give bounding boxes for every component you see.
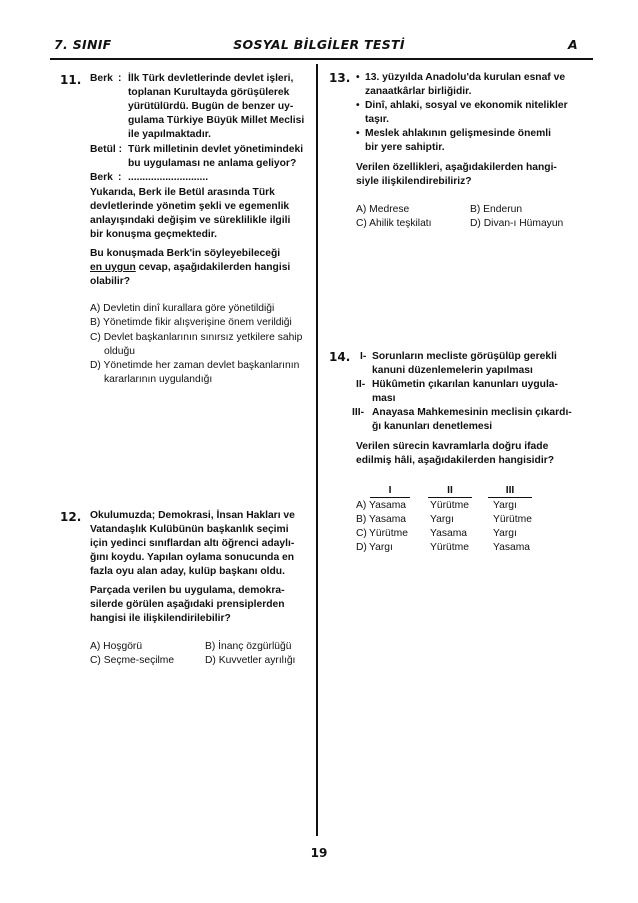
question-stem: Bu konuşmada Berk'in söyleyebileceği <box>90 248 281 259</box>
option-b[interactable]: B) Enderun <box>470 204 523 215</box>
column-divider <box>316 64 318 836</box>
paragraph-line: için yedinci sınıflardan altı öğrenci adaylı- <box>90 538 295 549</box>
paragraph-line: bir konuşma geçmektedir. <box>90 229 218 240</box>
blank-answer: ............................ <box>128 172 209 183</box>
option-d[interactable]: D) Kuvvetler ayrılığı <box>205 655 296 666</box>
dialogue-line: bu uygulaması ne anlama geliyor? <box>128 158 297 169</box>
paragraph-line: Vatandaşlık Kulübünün başkanlık seçimi <box>90 524 289 535</box>
question-stem: Parçada verilen bu uygulama, demokra- <box>90 585 285 596</box>
option-c-cont[interactable]: olduğu <box>104 346 135 357</box>
dialogue-line: toplanan Kurultayda görüşülerek <box>128 87 290 98</box>
option-d[interactable]: D) Yönetimde her zaman devlet başkanlarının <box>90 360 300 371</box>
speaker-berk: Berk <box>90 172 113 183</box>
option-cell: Yürütme <box>430 500 469 511</box>
option-cell: Yargı <box>493 500 517 511</box>
item-text: ması <box>372 393 396 404</box>
header-rule <box>50 58 593 60</box>
question-stem: hangisi ile ilişkilendirilebilir? <box>90 613 231 624</box>
option-cell: Yürütme <box>369 528 408 539</box>
dialogue-line: ile yapılmaktadır. <box>128 129 211 140</box>
column-header-i: I <box>370 484 410 498</box>
item-label: III- <box>352 407 365 418</box>
speaker-betul: Betül : <box>90 144 123 155</box>
bullet-icon: • <box>356 72 360 83</box>
option-label: D) <box>356 542 367 553</box>
option-cell: Yargı <box>430 514 454 525</box>
question-stem: silerde görülen aşağıdaki prensiplerden <box>90 599 285 610</box>
dialogue-line: yürütülürdü. Bugün de benzer uy- <box>128 101 294 112</box>
speaker-colon: : <box>118 172 122 183</box>
bullet-icon: • <box>356 100 360 111</box>
item-text: Anayasa Mahkemesinin meclisin çıkardı- <box>372 407 572 418</box>
option-a[interactable]: A) Medrese <box>356 204 410 215</box>
option-c[interactable]: C) Devlet başkanlarının sınırsız yetkilere sahip <box>90 332 303 343</box>
speaker-colon: : <box>118 73 122 84</box>
option-c[interactable]: C) Seçme-seçilme <box>90 655 175 666</box>
option-b[interactable]: B) Yönetimde fikir alışverişine önem verildiği <box>90 317 292 328</box>
option-cell: Yürütme <box>430 542 469 553</box>
paragraph-line: Yukarıda, Berk ile Betül arasında Türk <box>90 187 275 198</box>
option-label: B) <box>356 514 367 525</box>
bullet-text: bir yere sahiptir. <box>365 142 445 153</box>
question-number: 12. <box>60 510 82 524</box>
option-d-cont[interactable]: kararlarının uygulandığı <box>104 374 213 385</box>
bullet-icon: • <box>356 128 360 139</box>
column-header-iii: III <box>488 484 532 498</box>
question-stem: edilmiş hâli, aşağıdakilerden hangisidir? <box>356 455 554 466</box>
paragraph-line: Okulumuzda; Demokrasi, İnsan Hakları ve <box>90 510 295 521</box>
option-d[interactable]: D) Divan-ı Hümayun <box>470 218 564 229</box>
bullet-text: 13. yüzyılda Anadolu'da kurulan esnaf ve <box>365 72 566 83</box>
grade-label: 7. SINIF <box>54 37 112 52</box>
item-text: Sorunların mecliste görüşülüp gerekli <box>372 351 557 362</box>
bullet-text: zanaatkârlar birliğidir. <box>365 86 472 97</box>
question-number: 11. <box>60 73 82 87</box>
item-text: kanuni düzenlemelerin yapılması <box>372 365 533 376</box>
option-a[interactable]: A) Devletin dinî kurallara göre yönetildiği <box>90 303 275 314</box>
item-label: I- <box>360 351 367 362</box>
option-label: A) <box>356 500 367 511</box>
option-a[interactable]: A) Hoşgörü <box>90 641 143 652</box>
dialogue-line: gulama Türkiye Büyük Millet Meclisi <box>128 115 305 126</box>
paragraph-line: anlayışındaki değişim ve süreklilikle ilgili <box>90 215 291 226</box>
question-stem: Verilen özellikleri, aşağıdakilerden hangi- <box>356 162 557 173</box>
question-stem: olabilir? <box>90 276 131 287</box>
question-number: 14. <box>329 350 351 364</box>
paragraph-line: ğını koydu. Yapılan oylama sonucunda en <box>90 552 295 563</box>
paragraph-line: fazla oyu alan aday, kulüp başkanı oldu. <box>90 566 285 577</box>
option-label: C) <box>356 528 367 539</box>
speaker-berk: Berk <box>90 73 113 84</box>
option-b[interactable]: B) İnanç özgürlüğü <box>205 641 292 652</box>
bullet-text: Meslek ahlakının gelişmesinde önemli <box>365 128 551 139</box>
paragraph-line: devletlerinde yönetim şekli ve egemenlik <box>90 201 290 212</box>
page-number: 19 <box>310 846 328 860</box>
option-cell: Yasama <box>369 514 407 525</box>
column-header-ii: II <box>428 484 472 498</box>
item-text: Hükûmetin çıkarılan kanunları uygula- <box>372 379 558 390</box>
booklet-letter: A <box>568 37 578 52</box>
bullet-text: taşır. <box>365 114 390 125</box>
option-c[interactable]: C) Ahilik teşkilatı <box>356 218 432 229</box>
question-stem: Verilen sürecin kavramlarla doğru ifade <box>356 441 549 452</box>
question-stem: en uygun cevap, aşağıdakilerden hangisi <box>90 262 291 273</box>
dialogue-line: İlk Türk devletlerinde devlet işleri, <box>128 73 294 84</box>
question-stem: siyle ilişkilendirebiliriz? <box>356 176 472 187</box>
question-number: 13. <box>329 71 351 85</box>
option-cell: Yasama <box>430 528 468 539</box>
option-cell: Yasama <box>369 500 407 511</box>
dialogue-line: Türk milletinin devlet yönetimindeki <box>128 144 304 155</box>
option-cell: Yargı <box>493 528 517 539</box>
bullet-text: Dinî, ahlaki, sosyal ve ekonomik nitelikler <box>365 100 568 111</box>
item-label: II- <box>356 379 366 390</box>
option-cell: Yasama <box>493 542 531 553</box>
test-title: SOSYAL BİLGİLER TESTİ <box>233 37 405 52</box>
item-text: ğı kanunları denetlemesi <box>372 421 493 432</box>
option-cell: Yargı <box>369 542 393 553</box>
option-cell: Yürütme <box>493 514 532 525</box>
